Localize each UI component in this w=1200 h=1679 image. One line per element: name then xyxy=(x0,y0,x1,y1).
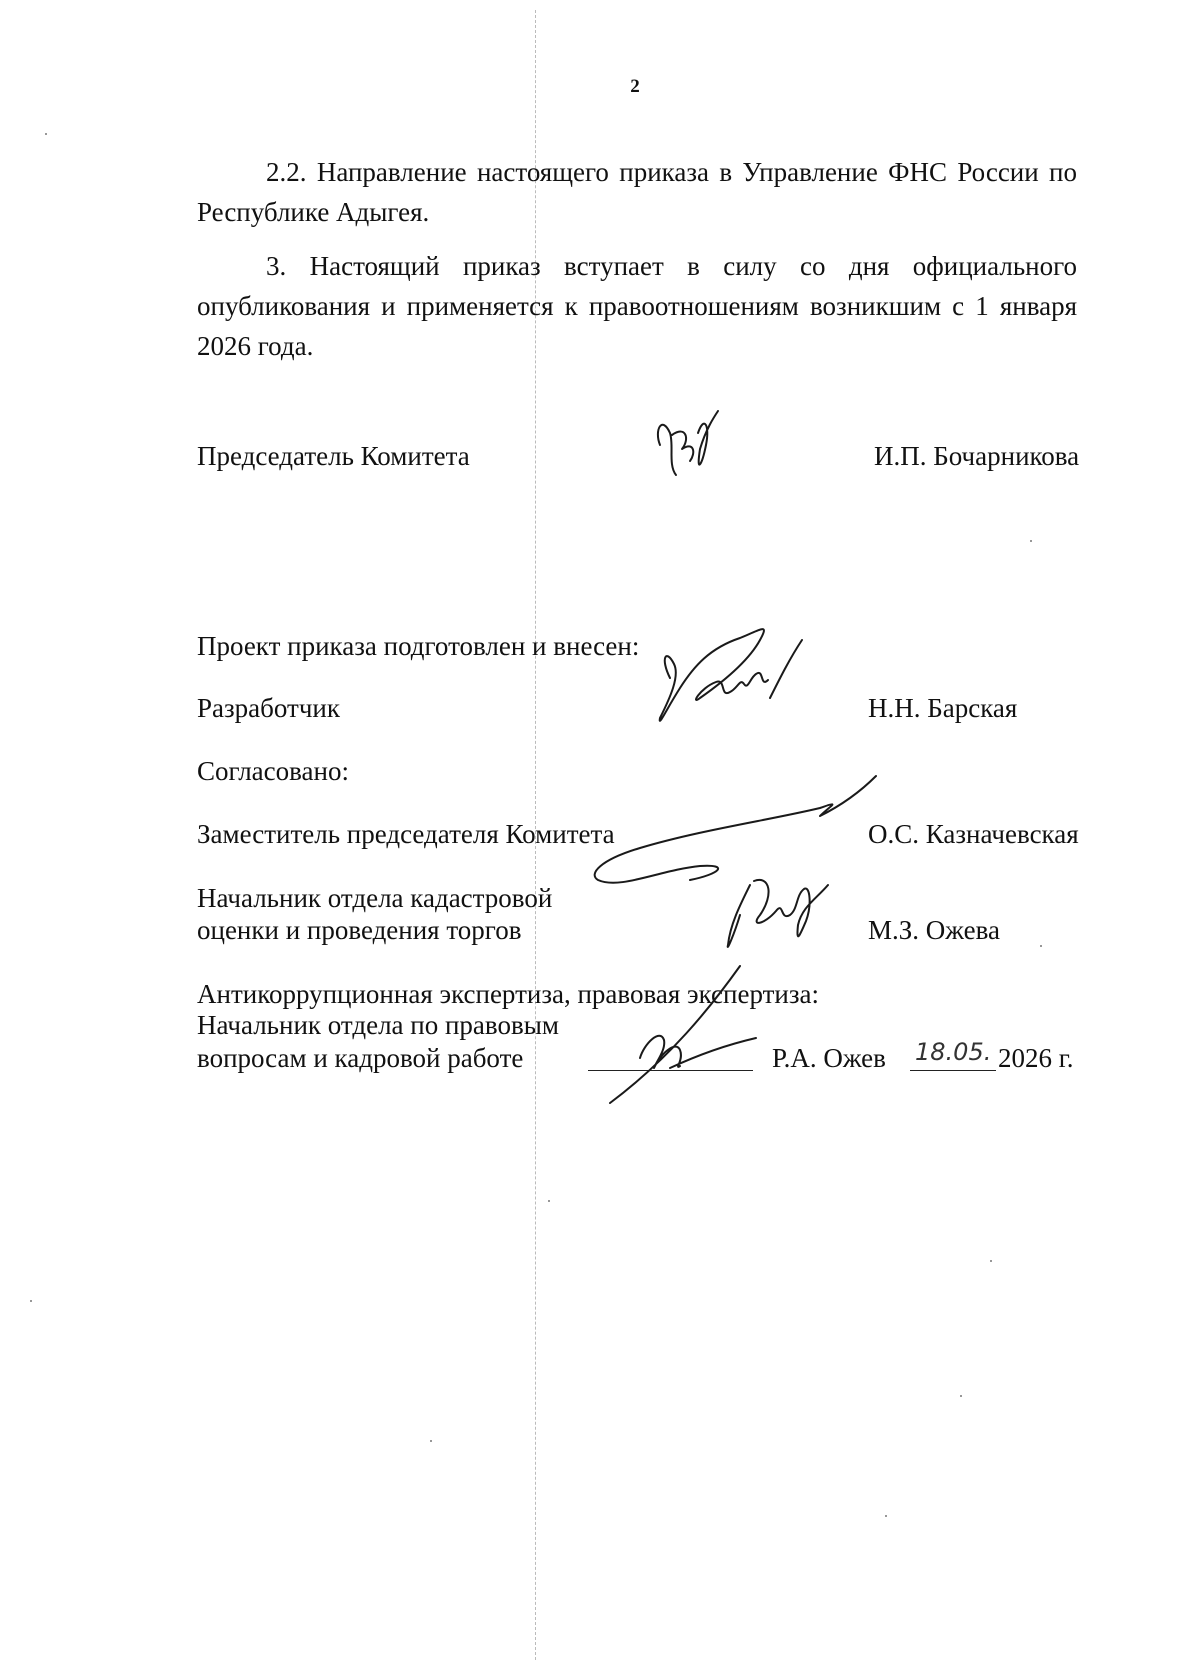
paragraph-3: 3. Настоящий приказ вступает в силу со дня официального опубликования и применяется к правоотношениям возникшим с 1 января 2026 года. xyxy=(197,251,1077,361)
head-cadastral-title-line1: Начальник отдела кадастровой xyxy=(197,883,553,913)
date-year: 2026 г. xyxy=(998,1043,1074,1073)
prepared-by-label: Проект приказа подготовлен и внесен: xyxy=(197,631,640,661)
paragraph-2-2: 2.2. Направление настоящего приказа в Управление ФНС России по Республике Адыгея. xyxy=(197,157,1077,227)
deputy-name: О.С. Казначевская xyxy=(868,819,1079,849)
head-cadastral-title-line2: оценки и проведения торгов xyxy=(197,915,522,945)
developer-signature xyxy=(640,618,820,738)
handwritten-date: 18.05. xyxy=(915,1038,992,1066)
deputy-title: Заместитель председателя Комитета xyxy=(197,819,615,849)
developer-title: Разработчик xyxy=(197,693,340,723)
chairman-name: И.П. Бочарникова xyxy=(874,441,1080,471)
scan-speck xyxy=(960,1395,962,1397)
head-legal-title-line1: Начальник отдела по правовым xyxy=(197,1010,559,1040)
scan-speck xyxy=(990,1260,992,1262)
head-cadastral-name: М.З. Ожева xyxy=(868,915,1000,945)
scan-speck xyxy=(45,133,47,135)
head-legal-name: Р.А. Ожев xyxy=(772,1043,886,1073)
page-number: 2 xyxy=(630,76,640,97)
chairman-title: Председатель Комитета xyxy=(197,441,470,471)
scan-speck xyxy=(30,1300,32,1302)
developer-name: Н.Н. Барская xyxy=(868,693,1018,723)
head-legal-signature xyxy=(600,958,780,1108)
date-underline xyxy=(910,1070,996,1071)
head-cadastral-signature xyxy=(720,865,840,955)
scan-speck xyxy=(885,1515,887,1517)
expertise-label: Антикоррупционная экспертиза, правовая экспертиза: xyxy=(197,979,820,1009)
head-legal-title-line2: вопросам и кадровой работе xyxy=(197,1043,524,1073)
chairman-signature xyxy=(650,405,740,485)
scan-speck xyxy=(548,1200,550,1202)
scan-speck xyxy=(1030,540,1032,542)
agreed-label: Согласовано: xyxy=(197,756,349,786)
scan-speck xyxy=(1040,945,1042,947)
scan-speck xyxy=(430,1440,432,1442)
